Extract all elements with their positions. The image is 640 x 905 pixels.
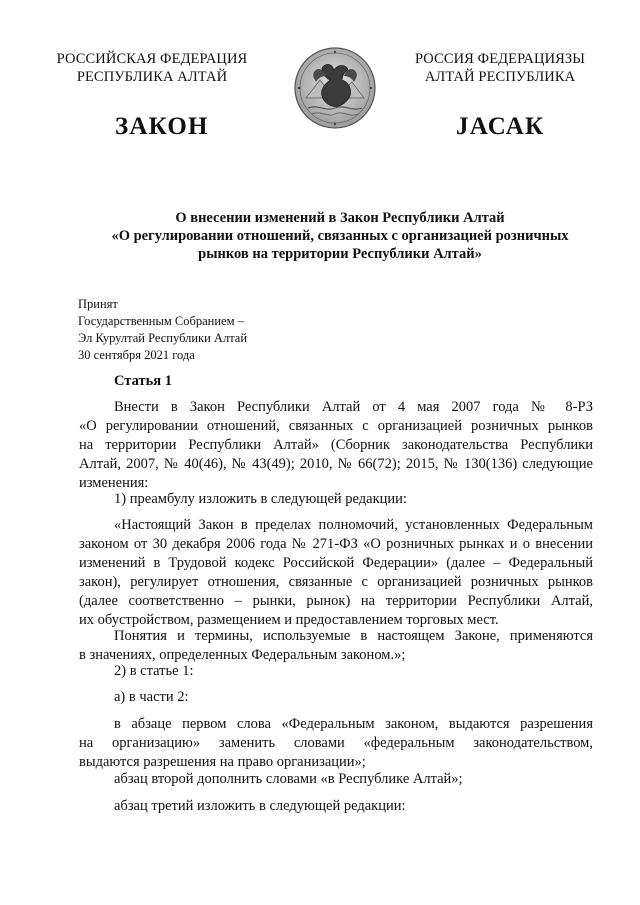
paragraph-6 (79, 688, 593, 707)
document-heading (70, 209, 610, 263)
p7-line3: выдаются разрешения на право организации»; (79, 754, 366, 770)
law-title-altai: ЈАСАК (456, 113, 545, 140)
adopted-line1: Принят (78, 297, 118, 311)
heading-line3: рынков на территории Республики Алтай» (198, 246, 482, 262)
law-title-russian: ЗАКОН (115, 113, 209, 140)
paragraph-7 (79, 715, 593, 772)
p8-line1: абзац второй дополнить словами «в Республике Алтай»; (114, 771, 463, 787)
coat-of-arms-icon (292, 46, 378, 130)
p6-line1: а) в части 2: (114, 689, 189, 705)
header-left-line1: РОССИЙСКАЯ ФЕДЕРАЦИЯ (56, 51, 248, 67)
header-right-line2: АЛТАЙ РЕСПУБЛИКА (424, 69, 576, 85)
p3-line6: их обустройством, размещением и предоставлением торговых мест. (79, 612, 499, 628)
p5-line1: 2) в статье 1: (114, 663, 194, 679)
heading-line1: О внесении изменений в Закон Республики Алтай (175, 210, 505, 226)
p4-line2: в значениях, определенных Федеральным законом.»; (79, 647, 406, 663)
paragraph-4 (79, 627, 593, 665)
paragraph-5 (79, 662, 593, 681)
header-right (400, 50, 600, 86)
article-title: Статья 1 (114, 373, 172, 389)
adopted-line4: 30 сентября 2021 года (78, 348, 195, 362)
p1-line1: Внести в Закон Республики Алтай от 4 мая 2007 года № 8-РЗ (114, 399, 593, 415)
p1-line5: изменения: (79, 475, 149, 491)
p3-line2: законом от 30 декабря 2006 года № 271-ФЗ «О розничных рынках и о внесении (79, 536, 593, 552)
p3-line5: (далее соответственно – рынки, рынок) на территории Республики Алтай, (79, 593, 593, 609)
heading-line2: «О регулировании отношений, связанных с организацией розничных (111, 228, 569, 244)
p4-line1: Понятия и термины, используемые в настоящем Законе, применяются (114, 628, 593, 644)
header-left-line2: РЕСПУБЛИКА АЛТАЙ (76, 69, 228, 85)
paragraph-3 (79, 516, 593, 630)
p3-line3: изменений в Трудовой кодекс Российской Федерации» (далее – Федеральный (79, 555, 593, 571)
p7-line2: на организацию» заменить словами «федеральным законодательством, (79, 735, 593, 751)
p2-line1: 1) преамбулу изложить в следующей редакции: (114, 491, 407, 507)
paragraph-2 (79, 490, 593, 509)
p3-line4: закон), регулирует отношения, связанные с организацией розничных рынков (79, 574, 593, 590)
p3-line1: «Настоящий Закон в пределах полномочий, установленных Федеральным (114, 517, 593, 533)
adopted-line2: Государственным Собранием – (78, 314, 244, 328)
adoption-block (78, 296, 247, 364)
p1-line2: «О регулировании отношений, связанных с организацией розничных рынков (79, 418, 593, 434)
p1-line3: на территории Республики Алтай» (Сборник законодательства Республики (79, 437, 593, 453)
paragraph-9 (79, 797, 593, 816)
paragraph-1 (79, 398, 593, 493)
adopted-line3: Эл Курултай Республики Алтай (78, 331, 248, 345)
header-left (52, 50, 252, 86)
header-right-line1: РОССИЯ ФЕДЕРАЦИЯЗЫ (414, 51, 586, 67)
p7-line1: в абзаце первом слова «Федеральным законом, выдаются разрешения (114, 716, 593, 732)
paragraph-8 (79, 770, 593, 789)
p9-line1: абзац третий изложить в следующей редакции: (114, 798, 406, 814)
p1-line4: Алтай, 2007, № 40(46), № 43(49); 2010, № 66(72); 2015, № 130(136) следующие (79, 456, 593, 472)
